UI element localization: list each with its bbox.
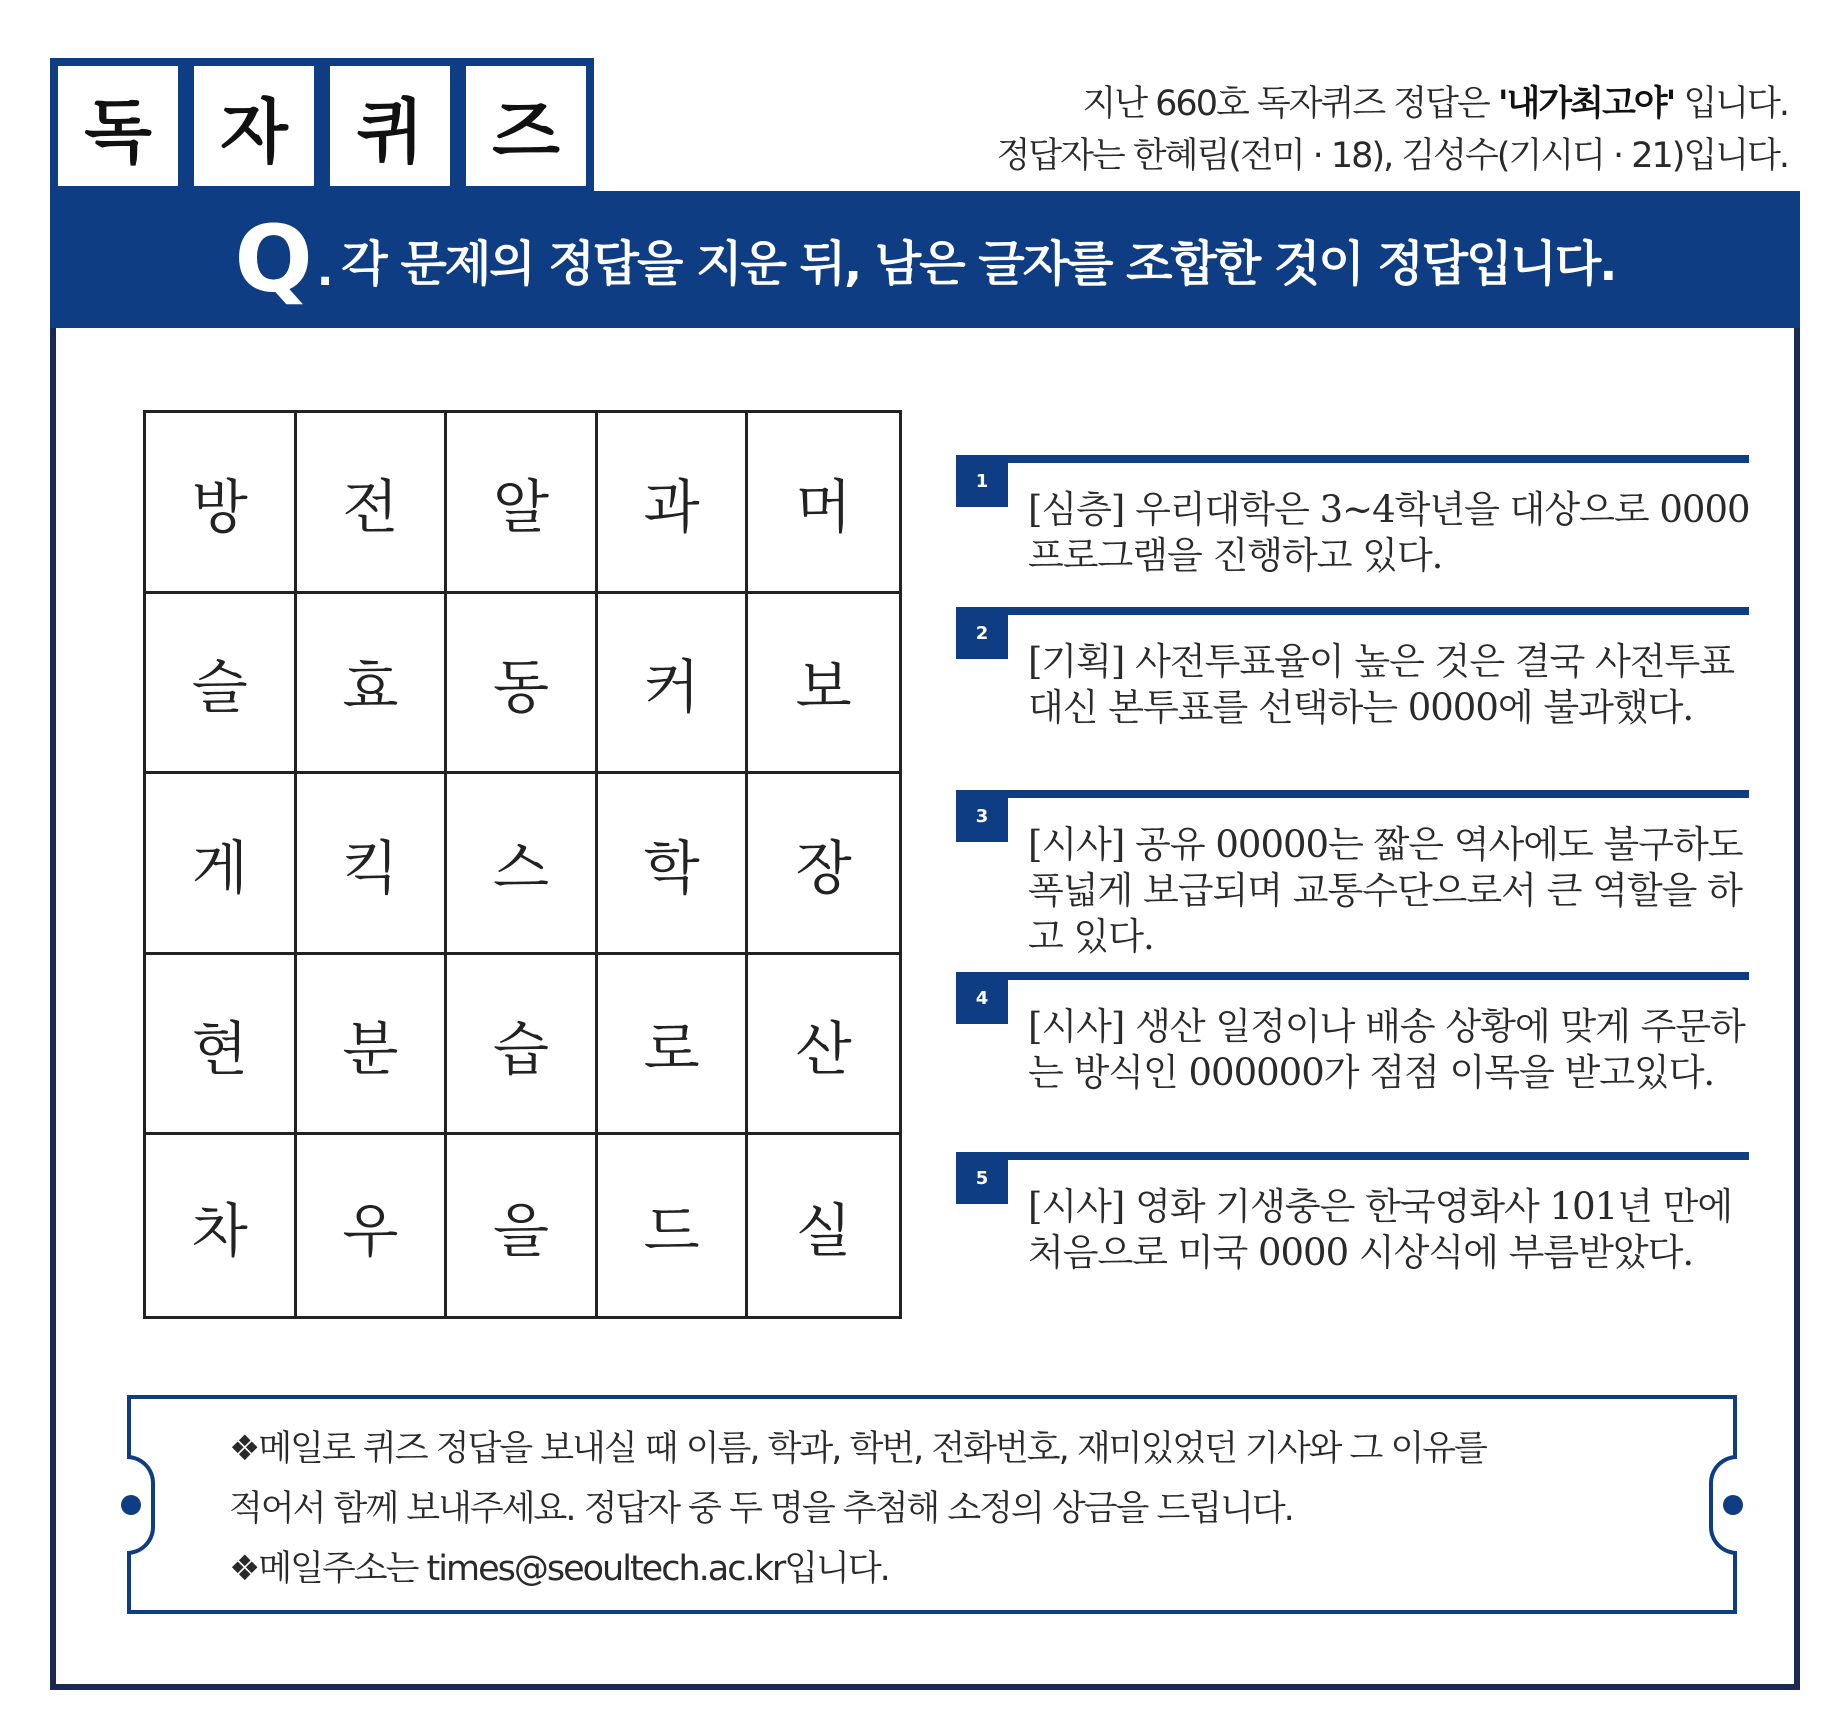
grid-cell: 을 [447,1135,598,1316]
grid-cell: 현 [146,955,297,1136]
grid-cell: 우 [297,1135,448,1316]
previous-answer-suffix: 입니다. [1674,84,1788,124]
clue-rule [956,1152,1749,1160]
question-text: 각 문제의 정답을 지운 뒤, 남은 글자를 조합한 것이 정답입니다. [341,236,1616,292]
notice-tab-left [127,1455,155,1555]
grid-cell: 커 [598,594,749,775]
grid-cell: 차 [146,1135,297,1316]
dot-icon [121,1495,141,1515]
grid-cell: 게 [146,774,297,955]
title-char-4: 즈 [458,58,594,194]
notice-line-2: 적어서 함께 보내주세요. 정답자 중 두 명을 추첨해 소정의 상금을 드립니다. [229,1489,1293,1529]
previous-answer [996,78,1788,182]
clue-rule [956,790,1749,798]
clue-number-badge: 2 [956,607,1008,659]
clue-number-badge: 5 [956,1152,1008,1204]
clue-rule [956,972,1749,980]
grid-cell: 드 [598,1135,749,1316]
grid-cell: 로 [598,955,749,1136]
previous-answer-word: '내가최고야' [1497,84,1675,124]
grid-cell: 장 [748,774,899,955]
title-char-1: 독 [50,58,186,194]
title-char-3: 퀴 [322,58,458,194]
question-letter: Q [234,205,313,313]
notice-line-1: ❖메일로 퀴즈 정답을 보내실 때 이름, 학과, 학번, 전화번호, 재미있었던 기사와 그 이유를 [229,1429,1486,1469]
previous-winners: 정답자는 한혜림(전미 · 18), 김성수(기시디 · 21)입니다. [996,136,1788,176]
clue-text: [시사] 영화 기생충은 한국영화사 101년 만에 처음으로 미국 0000 시상식에 부름받았다. [1028,1185,1733,1274]
previous-answer-line1 [996,78,1788,130]
grid-cell: 알 [447,413,598,594]
grid-cell: 슬 [146,594,297,775]
submission-notice [127,1395,1737,1614]
notice-tab-right [1709,1455,1737,1555]
grid-cell: 동 [447,594,598,775]
title-char-2: 자 [186,58,322,194]
notice-text [229,1419,1649,1599]
clue-number-badge: 1 [956,455,1008,507]
clue-rule [956,455,1749,463]
grid-cell: 산 [748,955,899,1136]
grid-cell: 킥 [297,774,448,955]
clue-rule [956,607,1749,615]
previous-answer-prefix: 지난 660호 독자퀴즈 정답은 [1082,84,1498,124]
letter-grid [143,410,902,1319]
clue-text: [심층] 우리대학은 3~4학년을 대상으로 0000 프로그램을 진행하고 있다. [1028,488,1750,577]
grid-cell: 머 [748,413,899,594]
question-banner [50,191,1800,328]
grid-cell: 실 [795,1196,852,1265]
grid-cell: 전 [297,413,448,594]
grid-cell: 과 [598,413,749,594]
grid-cell: 분 [297,955,448,1136]
dot-icon [1723,1495,1743,1515]
grid-cell: 방 [146,413,297,594]
clue-number-badge: 4 [956,972,1008,1024]
notice-line-3: ❖메일주소는 times@seoultech.ac.kr입니다. [229,1549,889,1589]
clue-text: [시사] 생산 일정이나 배송 상황에 맞게 주문하는 방식인 000000가 점점 이목을 받고있다. [1028,1005,1745,1094]
clue-text: [시사] 공유 00000는 짧은 역사에도 불구하도 폭넓게 보급되며 교통수단으로서 큰 역할을 하고 있다. [1028,823,1743,958]
grid-cell: 효 [297,594,448,775]
grid-cell: 학 [598,774,749,955]
clue-text: [기획] 사전투표율이 높은 것은 결국 사전투표 대신 본투표를 선택하는 0000에 불과했다. [1028,640,1735,729]
grid-cell: 습 [447,955,598,1136]
clue-number-badge: 3 [956,790,1008,842]
grid-cell: 보 [748,594,899,775]
question-dot: . [316,245,334,296]
grid-cell: 스 [447,774,598,955]
